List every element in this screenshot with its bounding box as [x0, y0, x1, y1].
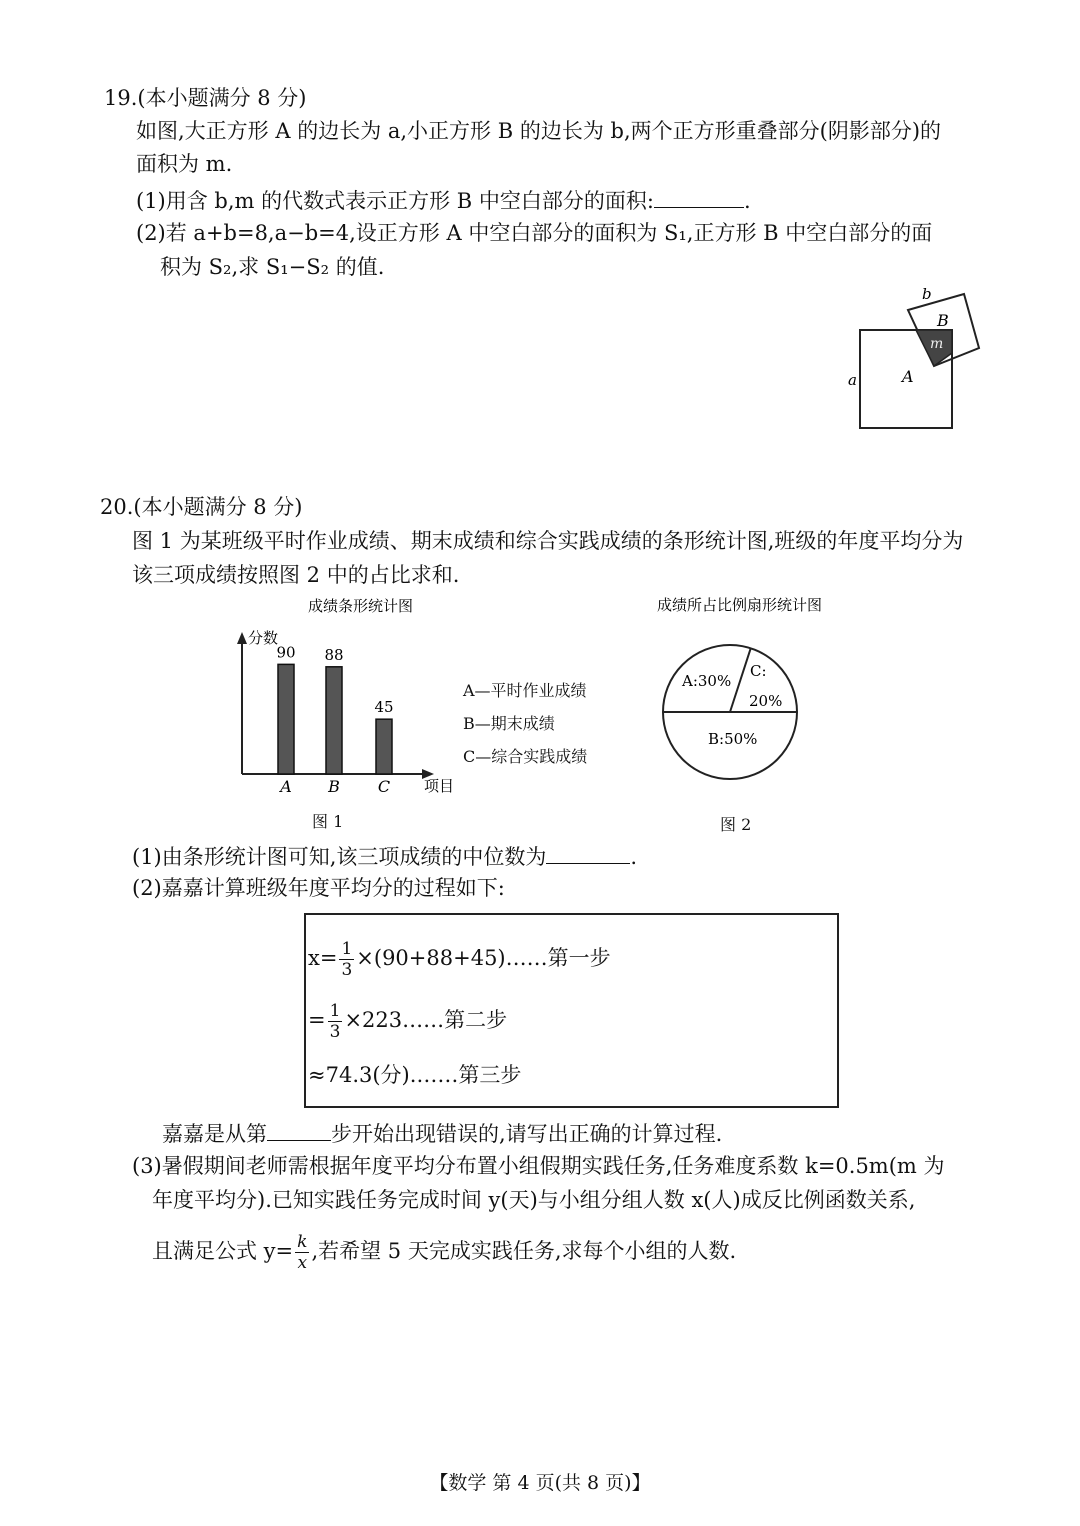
bar-b	[326, 667, 342, 774]
pie-label-b: B:50%	[708, 730, 758, 748]
q20-header: 20.(本小题满分 8 分)	[100, 495, 303, 519]
fraction-one-third	[339, 939, 354, 980]
calc-step1-lhs: x=	[308, 946, 338, 970]
fraction-k-over-x	[295, 1232, 309, 1273]
q20-part1	[132, 841, 637, 871]
answer-blank	[267, 1118, 331, 1141]
calc-step1	[308, 939, 611, 980]
calc-step1-rhs: ×(90+88+45)……第一步	[356, 946, 611, 970]
label-b: b	[922, 285, 932, 303]
bar-value-label-b: 88	[324, 645, 344, 664]
frac-denominator: 3	[329, 1022, 341, 1042]
pie-label-a: A:30%	[682, 672, 732, 690]
q20-part1-end: .	[630, 845, 638, 869]
legend-entry-b: B—期末成绩	[463, 714, 555, 733]
frac-denominator: x	[297, 1253, 308, 1273]
frac-numerator: 1	[329, 1001, 341, 1021]
pie-label-c-line2: 20%	[749, 692, 783, 710]
label-A: A	[902, 367, 914, 386]
frac-numerator: 1	[341, 939, 353, 959]
q20-intro-line2: 该三项成绩按照图 2 中的占比求和.	[132, 563, 460, 587]
q19-part2-line1: (2)若 a+b=8,a−b=4,设正方形 A 中空白部分的面积为 S₁,正方形 B 中空白部分的面	[136, 221, 933, 245]
bar-a	[278, 664, 294, 774]
q20-part2-after	[162, 1118, 722, 1148]
q20-part2-after-pre: 嘉嘉是从第	[162, 1122, 267, 1146]
calc-step2	[308, 1001, 507, 1042]
label-a: a	[848, 371, 857, 389]
q19-header: 19.(本小题满分 8 分)	[104, 86, 307, 110]
answer-blank	[546, 841, 630, 864]
figure-1-caption: 图 1	[312, 812, 344, 831]
q20-part1-text: (1)由条形统计图可知,该三项成绩的中位数为	[132, 845, 547, 869]
pie-chart-title: 成绩所占比例扇形统计图	[657, 596, 823, 614]
pie-chart	[640, 590, 860, 790]
q20-part2-after-post: 步开始出现错误的,请写出正确的计算过程.	[331, 1122, 723, 1146]
calc-step3: ≈74.3(分).……第三步	[308, 1063, 522, 1087]
fraction-one-third	[328, 1001, 343, 1042]
q20-part3-line1: (3)暑假期间老师需根据年度平均分布置小组假期实践任务,任务难度系数 k=0.5m(m 为	[132, 1154, 945, 1178]
answer-blank	[654, 185, 744, 208]
pie-divider-a-c	[730, 648, 751, 712]
bar-chart	[228, 592, 478, 798]
legend-entry-a: A—平时作业成绩	[463, 681, 587, 700]
frac-numerator: k	[297, 1232, 308, 1252]
calc-step2-rhs: ×223……第二步	[344, 1008, 508, 1032]
q20-intro-line1: 图 1 为某班级平时作业成绩、期末成绩和综合实践成绩的条形统计图,班级的年度平均分为	[132, 529, 964, 553]
q20-part3-line3-post: ,若希望 5 天完成实践任务,求每个小组的人数.	[311, 1239, 737, 1263]
calculation-box	[304, 913, 839, 1108]
figure-2-caption: 图 2	[720, 815, 752, 834]
q19-part1-end: .	[744, 189, 751, 213]
q19-squares-figure	[830, 280, 990, 440]
label-B: B	[937, 311, 949, 330]
q20-part3-line3	[152, 1232, 736, 1273]
bar-c	[376, 719, 392, 774]
x-axis-label: 项目	[424, 777, 455, 795]
q19-part2-line2: 积为 S₂,求 S₁−S₂ 的值.	[160, 255, 385, 279]
y-axis-label: 分数	[248, 629, 279, 647]
q19-intro-line2: 面积为 m.	[136, 152, 233, 176]
bar-chart-title: 成绩条形统计图	[308, 597, 414, 615]
calc-step2-lhs: =	[308, 1008, 326, 1032]
x-tick-label-c: C	[377, 777, 391, 796]
legend-entry-c: C—综合实践成绩	[463, 747, 588, 766]
x-tick-label-a: A	[280, 777, 292, 796]
q20-part2: (2)嘉嘉计算班级年度平均分的过程如下:	[132, 876, 505, 900]
page-footer: 【数学 第 4 页(共 8 页)】	[429, 1472, 651, 1494]
frac-denominator: 3	[341, 960, 353, 980]
q19-part1	[136, 185, 751, 215]
x-tick-label-b: B	[328, 777, 340, 796]
bar-value-label-a: 90	[276, 643, 296, 662]
q19-intro-line1: 如图,大正方形 A 的边长为 a,小正方形 B 的边长为 b,两个正方形重叠部分(阴影部分)的	[136, 119, 942, 143]
bar-value-label-c: 45	[374, 698, 394, 717]
y-axis-arrow-icon	[237, 632, 247, 644]
bar-chart-legend	[463, 674, 587, 773]
q20-part3-line2: 年度平均分).已知实践任务完成时间 y(天)与小组分组人数 x(人)成反比例函数关系,	[152, 1188, 916, 1212]
pie-label-c-line1: C:	[750, 662, 767, 680]
q19-part1-text: (1)用含 b,m 的代数式表示正方形 B 中空白部分的面积:	[136, 189, 654, 213]
q20-part3-line3-pre: 且满足公式 y=	[152, 1239, 294, 1263]
label-m: m	[930, 336, 944, 352]
